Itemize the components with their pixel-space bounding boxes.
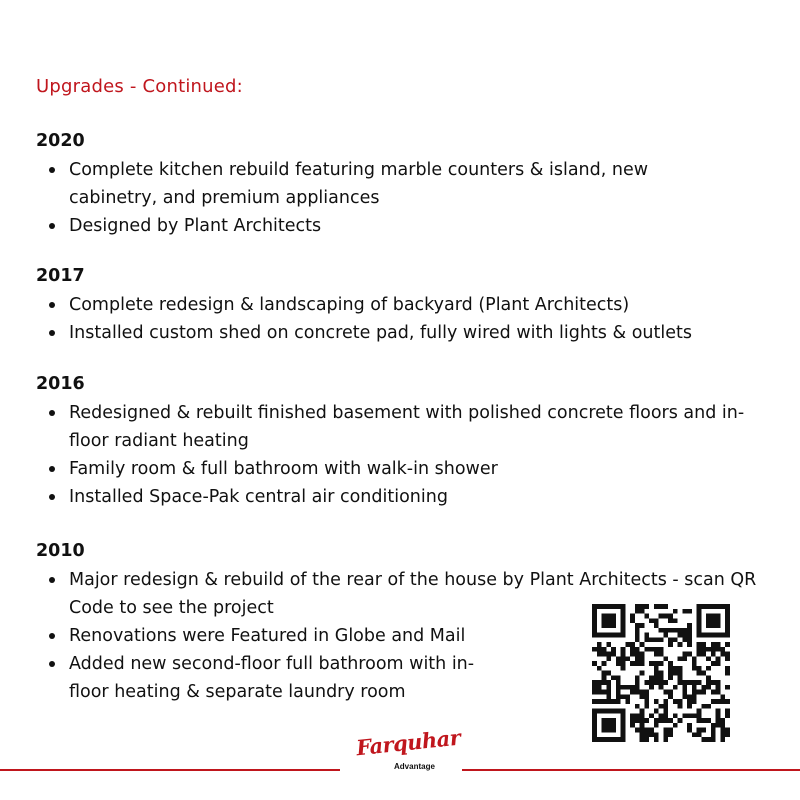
list-item: Installed custom shed on concrete pad, fully wired with lights & outlets	[36, 319, 776, 347]
footer-divider-left	[0, 769, 340, 771]
list-item: Renovations were Featured in Globe and Mail	[36, 622, 776, 650]
list-item: Complete redesign & landscaping of backyard (Plant Architects)	[36, 291, 776, 319]
upgrade-list	[36, 291, 776, 347]
list-item: Redesigned & rebuilt finished basement with polished concrete floors and in-floor radiant heating	[36, 399, 769, 455]
footer-divider-right	[462, 769, 800, 771]
upgrade-list	[36, 399, 776, 511]
year-label: 2020	[36, 131, 85, 151]
year-section-2017	[36, 265, 776, 347]
list-item: Designed by Plant Architects	[36, 212, 776, 240]
year-section-2020	[36, 130, 776, 240]
list-item: Installed Space-Pak central air conditioning	[36, 483, 776, 511]
section-heading: Upgrades - Continued:	[36, 76, 243, 97]
year-label: 2010	[36, 541, 85, 561]
year-label: 2017	[36, 266, 85, 286]
logo-subtext: Advantage	[394, 762, 435, 771]
list-item: Family room & full bathroom with walk-in shower	[36, 455, 776, 483]
qr-code-icon[interactable]	[592, 604, 730, 742]
logo-script-text: Farquhar	[354, 724, 462, 761]
upgrade-list	[36, 156, 776, 240]
brand-logo	[350, 722, 462, 792]
list-item: Complete kitchen rebuild featuring marble counters & island, new cabinetry, and premium appliances	[36, 156, 719, 212]
list-item: Added new second-floor full bathroom with in-floor heating & separate laundry room	[36, 650, 509, 706]
year-label: 2016	[36, 374, 85, 394]
list-item: Major redesign & rebuild of the rear of the house by Plant Architects - scan QR Code to see the project	[36, 566, 759, 622]
year-section-2016	[36, 373, 776, 511]
